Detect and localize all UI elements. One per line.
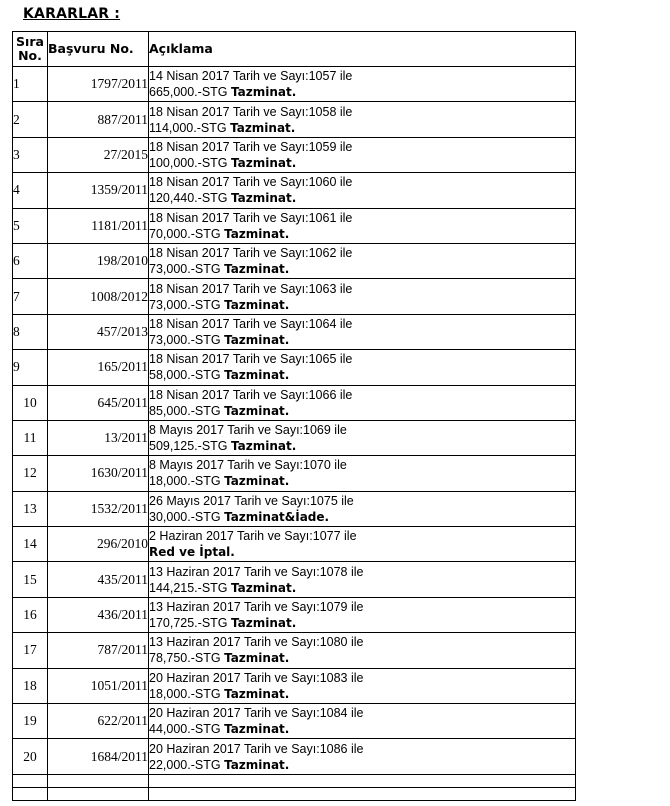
row-aciklama xyxy=(149,597,576,632)
row-sira: 2 xyxy=(13,102,48,137)
row-result: Tazminat. xyxy=(224,474,290,489)
row-sira: 10 xyxy=(13,385,48,420)
row-sira: 14 xyxy=(13,527,48,562)
row-aciklama xyxy=(149,527,576,562)
row-aciklama xyxy=(149,739,576,774)
row-decision-outcome xyxy=(149,438,575,454)
row-basvuru-no: 1359/2011 xyxy=(48,173,149,208)
row-decision-outcome xyxy=(149,332,575,348)
table-row xyxy=(13,704,576,739)
row-decision-outcome xyxy=(149,297,575,313)
row-decision-outcome xyxy=(149,155,575,171)
table-row xyxy=(13,314,576,349)
row-amount: 73,000.-STG xyxy=(149,297,221,312)
empty-cell xyxy=(13,787,48,800)
row-amount: 509,125.-STG xyxy=(149,439,228,454)
row-amount: 18,000.-STG xyxy=(149,474,221,489)
row-sira: 8 xyxy=(13,314,48,349)
row-basvuru-no: 27/2015 xyxy=(48,137,149,172)
row-decision-outcome xyxy=(149,650,575,666)
row-result: Red ve İptal. xyxy=(149,545,235,560)
table-row xyxy=(13,668,576,703)
row-amount: 30,000.-STG xyxy=(149,509,221,524)
row-amount: 70,000.-STG xyxy=(149,226,221,241)
table-row xyxy=(13,350,576,385)
row-amount: 114,000.-STG xyxy=(149,120,227,135)
empty-cell xyxy=(149,774,576,787)
row-result: Tazminat. xyxy=(231,439,297,454)
row-aciklama xyxy=(149,67,576,102)
row-basvuru-no: 13/2011 xyxy=(48,420,149,455)
row-result: Tazminat. xyxy=(231,616,297,631)
row-sira: 17 xyxy=(13,633,48,668)
table-row xyxy=(13,208,576,243)
row-sira: 6 xyxy=(13,243,48,278)
empty-row xyxy=(13,787,576,800)
row-aciklama xyxy=(149,562,576,597)
row-amount: 73,000.-STG xyxy=(149,332,221,347)
empty-cell xyxy=(48,787,149,800)
row-decision-outcome xyxy=(149,615,575,631)
row-decision-text: 18 Nisan 2017 Tarih ve Sayı:1066 ile xyxy=(149,387,353,402)
table-row xyxy=(13,633,576,668)
row-decision-outcome xyxy=(149,120,575,136)
table-row xyxy=(13,420,576,455)
table-body xyxy=(13,67,576,801)
row-decision-text: 13 Haziran 2017 Tarih ve Sayı:1079 ile xyxy=(149,600,364,615)
table-row xyxy=(13,562,576,597)
table-header-row xyxy=(13,32,576,67)
row-sira: 1 xyxy=(13,67,48,102)
table-row xyxy=(13,137,576,172)
row-aciklama xyxy=(149,350,576,385)
row-sira: 15 xyxy=(13,562,48,597)
row-decision-outcome xyxy=(149,403,575,419)
row-decision-text: 18 Nisan 2017 Tarih ve Sayı:1063 ile xyxy=(149,281,353,296)
header-sira-no: Sıra No. xyxy=(13,32,48,67)
row-basvuru-no: 1008/2012 xyxy=(48,279,149,314)
row-aciklama xyxy=(149,243,576,278)
row-basvuru-no: 1684/2011 xyxy=(48,739,149,774)
table-row xyxy=(13,243,576,278)
row-decision-outcome xyxy=(149,580,575,596)
row-aciklama xyxy=(149,314,576,349)
empty-cell xyxy=(149,787,576,800)
row-amount: 18,000.-STG xyxy=(149,686,221,701)
row-decision-outcome xyxy=(149,757,575,773)
table-row xyxy=(13,739,576,774)
row-basvuru-no: 296/2010 xyxy=(48,527,149,562)
row-aciklama xyxy=(149,208,576,243)
header-aciklama: Açıklama xyxy=(149,32,576,67)
row-decision-outcome xyxy=(149,261,575,277)
row-decision-text: 14 Nisan 2017 Tarih ve Sayı:1057 ile xyxy=(149,69,353,84)
row-sira: 3 xyxy=(13,137,48,172)
row-decision-outcome xyxy=(149,367,575,383)
row-basvuru-no: 887/2011 xyxy=(48,102,149,137)
row-decision-text: 18 Nisan 2017 Tarih ve Sayı:1065 ile xyxy=(149,352,353,367)
row-amount: 170,725.-STG xyxy=(149,616,228,631)
header-basvuru-no: Başvuru No. xyxy=(48,32,149,67)
row-sira: 12 xyxy=(13,456,48,491)
row-aciklama xyxy=(149,173,576,208)
row-result: Tazminat. xyxy=(224,686,290,701)
row-decision-outcome xyxy=(149,84,575,100)
row-result: Tazminat. xyxy=(231,85,297,100)
row-aciklama xyxy=(149,279,576,314)
row-amount: 144,215.-STG xyxy=(149,580,228,595)
row-basvuru-no: 165/2011 xyxy=(48,350,149,385)
row-amount: 85,000.-STG xyxy=(149,403,221,418)
row-sira: 16 xyxy=(13,597,48,632)
row-decision-outcome xyxy=(149,190,575,206)
row-sira: 11 xyxy=(13,420,48,455)
row-sira: 4 xyxy=(13,173,48,208)
empty-cell xyxy=(13,774,48,787)
empty-cell xyxy=(48,774,149,787)
row-result: Tazminat. xyxy=(231,580,297,595)
row-basvuru-no: 787/2011 xyxy=(48,633,149,668)
row-decision-text: 18 Nisan 2017 Tarih ve Sayı:1064 ile xyxy=(149,316,353,331)
row-basvuru-no: 1532/2011 xyxy=(48,491,149,526)
table-row xyxy=(13,456,576,491)
empty-row xyxy=(13,774,576,787)
row-amount: 22,000.-STG xyxy=(149,757,221,772)
row-sira: 7 xyxy=(13,279,48,314)
row-decision-outcome xyxy=(149,473,575,489)
row-result: Tazminat. xyxy=(224,403,290,418)
row-result: Tazminat. xyxy=(224,651,290,666)
row-aciklama xyxy=(149,668,576,703)
row-basvuru-no: 622/2011 xyxy=(48,704,149,739)
row-decision-text: 8 Mayıs 2017 Tarih ve Sayı:1069 ile xyxy=(149,423,347,438)
table-row xyxy=(13,527,576,562)
row-decision-text: 18 Nisan 2017 Tarih ve Sayı:1059 ile xyxy=(149,139,353,154)
page-heading: KARARLAR : xyxy=(23,6,121,22)
row-result: Tazminat. xyxy=(224,226,290,241)
row-basvuru-no: 198/2010 xyxy=(48,243,149,278)
table-row xyxy=(13,385,576,420)
row-sira: 13 xyxy=(13,491,48,526)
row-decision-text: 18 Nisan 2017 Tarih ve Sayı:1061 ile xyxy=(149,210,353,225)
decisions-table xyxy=(12,31,576,801)
row-basvuru-no: 457/2013 xyxy=(48,314,149,349)
row-result: Tazminat. xyxy=(224,297,290,312)
row-decision-outcome xyxy=(149,509,575,525)
row-decision-text: 13 Haziran 2017 Tarih ve Sayı:1080 ile xyxy=(149,635,364,650)
row-basvuru-no: 1797/2011 xyxy=(48,67,149,102)
row-amount: 665,000.-STG xyxy=(149,85,228,100)
row-aciklama xyxy=(149,704,576,739)
row-basvuru-no: 435/2011 xyxy=(48,562,149,597)
row-aciklama xyxy=(149,491,576,526)
row-amount: 100,000.-STG xyxy=(149,155,228,170)
row-decision-outcome xyxy=(149,226,575,242)
row-aciklama xyxy=(149,633,576,668)
row-sira: 9 xyxy=(13,350,48,385)
table-row xyxy=(13,173,576,208)
row-result: Tazminat. xyxy=(231,191,297,206)
row-decision-text: 18 Nisan 2017 Tarih ve Sayı:1062 ile xyxy=(149,246,353,261)
row-decision-text: 18 Nisan 2017 Tarih ve Sayı:1058 ile xyxy=(149,104,353,119)
row-sira: 18 xyxy=(13,668,48,703)
row-amount: 44,000.-STG xyxy=(149,722,221,737)
row-aciklama xyxy=(149,137,576,172)
row-result: Tazminat. xyxy=(224,757,290,772)
row-basvuru-no: 436/2011 xyxy=(48,597,149,632)
table-row xyxy=(13,67,576,102)
table-row xyxy=(13,597,576,632)
table-row xyxy=(13,279,576,314)
row-amount: 73,000.-STG xyxy=(149,262,221,277)
row-result: Tazminat. xyxy=(224,332,290,347)
row-basvuru-no: 1051/2011 xyxy=(48,668,149,703)
row-result: Tazminat. xyxy=(230,120,296,135)
row-aciklama xyxy=(149,385,576,420)
row-decision-text: 26 Mayıs 2017 Tarih ve Sayı:1075 ile xyxy=(149,493,354,508)
row-sira: 5 xyxy=(13,208,48,243)
row-aciklama xyxy=(149,420,576,455)
row-basvuru-no: 1181/2011 xyxy=(48,208,149,243)
row-aciklama xyxy=(149,102,576,137)
row-decision-outcome xyxy=(149,686,575,702)
row-decision-text: 13 Haziran 2017 Tarih ve Sayı:1078 ile xyxy=(149,564,364,579)
row-result: Tazminat. xyxy=(224,262,290,277)
row-amount: 120,440.-STG xyxy=(149,191,228,206)
row-aciklama xyxy=(149,456,576,491)
row-basvuru-no: 1630/2011 xyxy=(48,456,149,491)
row-decision-text: 20 Haziran 2017 Tarih ve Sayı:1084 ile xyxy=(149,706,364,721)
row-decision-outcome xyxy=(149,721,575,737)
row-amount: 78,750.-STG xyxy=(149,651,221,666)
row-result: Tazminat&İade. xyxy=(224,509,330,524)
row-basvuru-no: 645/2011 xyxy=(48,385,149,420)
row-result: Tazminat. xyxy=(231,155,297,170)
row-decision-text: 8 Mayıs 2017 Tarih ve Sayı:1070 ile xyxy=(149,458,347,473)
row-sira: 20 xyxy=(13,739,48,774)
row-sira: 19 xyxy=(13,704,48,739)
row-result: Tazminat. xyxy=(224,722,290,737)
row-decision-text: 2 Haziran 2017 Tarih ve Sayı:1077 ile xyxy=(149,529,357,544)
table-row xyxy=(13,491,576,526)
row-amount: 58,000.-STG xyxy=(149,368,221,383)
row-decision-text: 18 Nisan 2017 Tarih ve Sayı:1060 ile xyxy=(149,175,353,190)
row-decision-text: 20 Haziran 2017 Tarih ve Sayı:1083 ile xyxy=(149,670,364,685)
table-row xyxy=(13,102,576,137)
row-decision-text: 20 Haziran 2017 Tarih ve Sayı:1086 ile xyxy=(149,741,364,756)
row-decision-outcome xyxy=(149,544,575,560)
row-result: Tazminat. xyxy=(224,368,290,383)
